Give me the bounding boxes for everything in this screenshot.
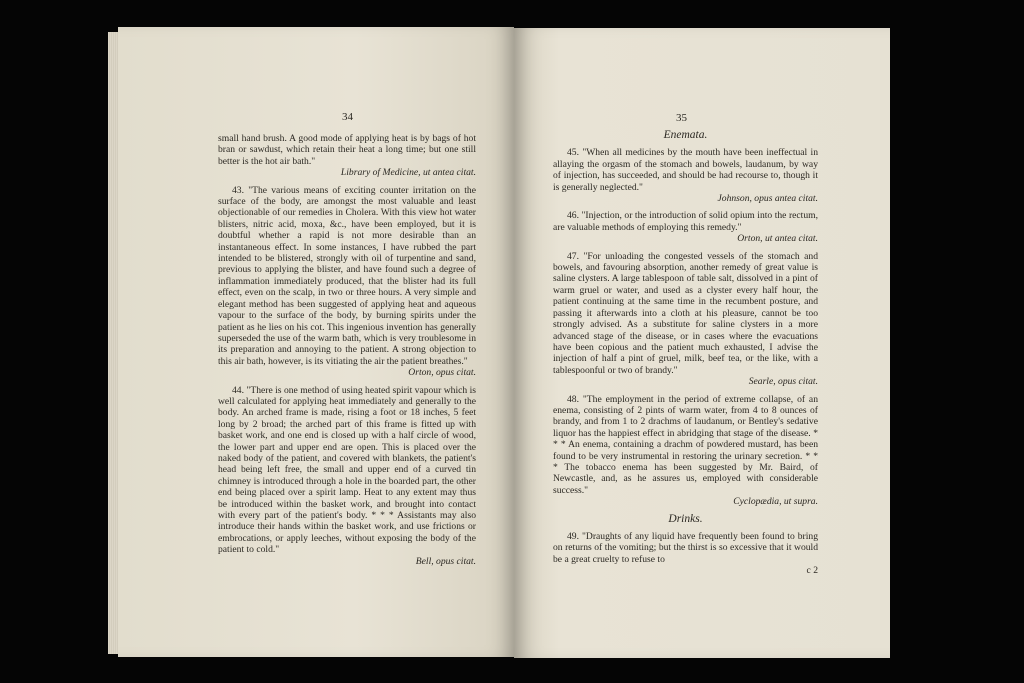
citation: Library of Medicine, ut antea citat. [340, 167, 476, 179]
left-page [118, 27, 514, 657]
right-page [514, 28, 890, 658]
citation: Cyclopædia, ut supra. [733, 496, 818, 508]
paragraph: 46. "Injection, or the introduction of solid opium into the rectum, are valuable methods of employing this remedy." [553, 210, 818, 233]
paragraph: 45. "When all medicines by the mouth have been ineffectual in allaying the orgasm of the stomach and bowels, laudanum, by way of injection, has succeeded, and should be had recourse to, though it is generally neglected." [553, 147, 818, 193]
page-number-right: 35 [676, 112, 687, 124]
paragraph: small hand brush. A good mode of applying heat is by bags of hot bran or sawdust, which retain their heat a long time; but one still better is the hot air bath." [218, 133, 476, 167]
citation: Bell, opus citat. [415, 555, 476, 567]
section-heading: Enemata. [663, 129, 708, 141]
citation: Johnson, opus antea citat. [717, 193, 818, 205]
paragraph: 48. "The employment in the period of extreme collapse, of an enema, consisting of 2 pints of warm water, from 4 to 8 ounces of brandy, and from 1 to 2 drachms of laudanum, or Bentley's sedative liquor has the happiest effect in abridging that stage of the disease. * * * An enema, containing a drachm of powdered mustard, has been found to be very instrumental in restoring the urinary secretion. * * * The tobacco enema has been suggested by Mr. Baird, of Newcastle, and, as he assures us, employed with considerable success." [553, 393, 818, 496]
paragraph: 47. "For unloading the congested vessels of the stomach and bowels, and favouring absorption, another remedy of great value is saline clysters. A large tablespoon of table salt, dissolved in a pint of warm gruel or water, and used as a clyster every half hour, the patient continuing at the same time in the recumbent posture, and passing it afterwards into a cloth at his pleasure, cannot be too strongly advised. As a substitute for saline clysters in a more advanced stage of the disease, or in cases where the evacuations have been copious and the patient much exhausted, I advise the injection of half a pint of gruel, milk, beef tea, or the like, with a tablespoonful or two of brandy." [553, 250, 818, 376]
citation: Searle, opus citat. [748, 376, 818, 388]
section-heading: Drinks. [668, 512, 703, 525]
citation: Orton, opus citat. [408, 367, 476, 379]
paragraph: 49. "Draughts of any liquid have frequently been found to bring on returns of the vomiting; but the thirst is so excessive that it would be a great cruelty to refuse to [553, 531, 818, 565]
right-page-text [553, 128, 818, 577]
left-page-text [218, 133, 476, 573]
signature-mark: c 2 [806, 565, 818, 577]
citation: Orton, ut antea citat. [737, 233, 818, 245]
page-number-left: 34 [342, 111, 353, 123]
paragraph: 43. "The various means of exciting counter irritation on the surface of the body, are amongst the most valuable and least objectionable of our remedies in Cholera. With this view hot water blisters, nitric acid, moxa, &c., have been employed, but it is doubtful whether a rapid is not more desirable than an instantaneous effect. In some instances, I have rubbed the part intended to be blistered, strongly with oil of turpentine and sand, previous to applying the blister, and have found such a degree of inflammation immediately produced, that the blister had its full effect, even on the scalp, in two or three hours. A very simple and elegant method has been suggested of applying heat and aqueous vapour to the surface of the body, by burning spirits under the patient as he lies on his cot. This ingenious invention has generally superseded the use of the warm bath, which is very troublesome in its preparation and annoying to the patient. A strong objection to this air bath, however, is its vitiating the air the patient breathes." [218, 184, 476, 367]
paragraph: 44. "There is one method of using heated spirit vapour which is well calculated for applying heat immediately and generally to the body. An arched frame is made, rising a foot or 18 inches, 5 feet long by 2 broad; the arched part of this frame is fitted up with basket work, and one end is closed up with a half circle of wood, the lower part and upper end are open. This is placed over the naked body of the patient, and covered with blankets, the patient's head being left free, the small and upper end of a curved tin chimney is introduced through a hole in the boarded part, the other end being placed over a spirit lamp. Heat to any extent may thus be introduced within the basket work, and brought into contact with every part of the patient's body. * * * Assistants may also introduce their hands within the basket work, and use frictions or embrocations, or apply leeches, without exposing the body of the patient to cold." [218, 384, 476, 556]
